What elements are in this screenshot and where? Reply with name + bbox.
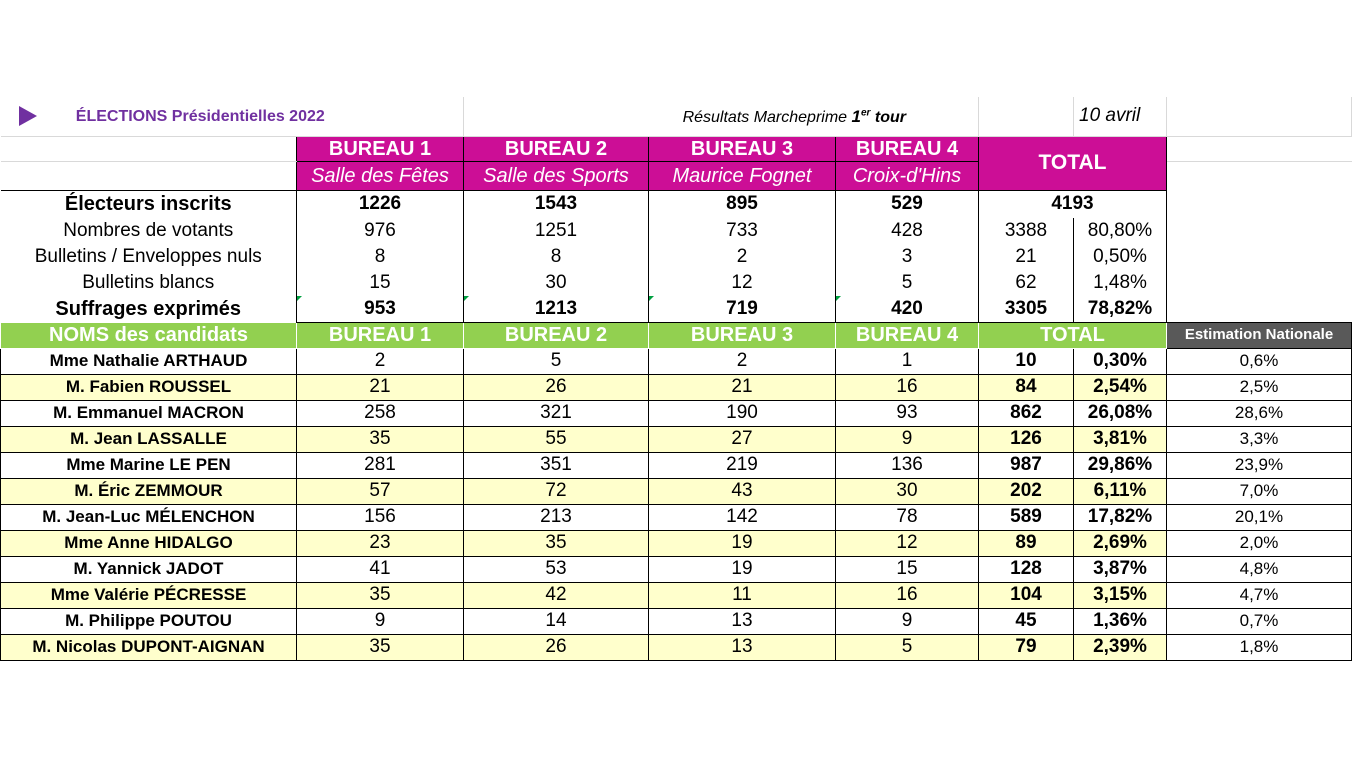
stat-value: 719	[649, 296, 836, 322]
stat-value: 2	[649, 244, 836, 270]
candidate-b4: 16	[836, 582, 979, 608]
total-header: TOTAL	[979, 136, 1167, 190]
candidate-b3: 2	[649, 348, 836, 374]
play-icon	[19, 106, 37, 126]
bureau-1-name: BUREAU 1	[297, 136, 464, 161]
candidate-b2: 72	[464, 478, 649, 504]
bureau-name-row	[1, 136, 1352, 161]
candidate-b4: 1	[836, 348, 979, 374]
candidate-total: 104	[979, 582, 1074, 608]
title-row	[1, 97, 1352, 136]
candidate-row	[1, 478, 1352, 504]
candidate-pct: 3,87%	[1074, 556, 1167, 582]
candidate-b4: 78	[836, 504, 979, 530]
candidate-row	[1, 504, 1352, 530]
candidate-pct: 6,11%	[1074, 478, 1167, 504]
bureau-3-name: BUREAU 3	[649, 136, 836, 161]
stats-row-null	[1, 244, 1352, 270]
candidate-b3: 21	[649, 374, 836, 400]
candidate-estimate: 4,7%	[1167, 582, 1352, 608]
stat-value: 895	[649, 190, 836, 218]
candidate-b2: 35	[464, 530, 649, 556]
estimate-header: Estimation Nationale	[1167, 322, 1352, 348]
candidates-names-header: NOMS des candidats	[1, 322, 297, 348]
bureau-4-place: Croix-d'Hins	[836, 161, 979, 190]
candidate-row	[1, 452, 1352, 478]
candidate-total: 987	[979, 452, 1074, 478]
stat-pct: 80,80%	[1074, 218, 1167, 244]
stat-label: Bulletins blancs	[82, 272, 215, 293]
candidate-pct: 26,08%	[1074, 400, 1167, 426]
candidate-b2: 5	[464, 348, 649, 374]
stat-total: 21	[979, 244, 1074, 270]
candidate-b2: 42	[464, 582, 649, 608]
stat-value: 428	[836, 218, 979, 244]
stat-value: 8	[297, 244, 464, 270]
candidates-b4-header: BUREAU 4	[836, 322, 979, 348]
bureau-2-name: BUREAU 2	[464, 136, 649, 161]
candidate-b2: 53	[464, 556, 649, 582]
election-title: ÉLECTIONS Présidentielles 2022	[75, 107, 325, 125]
stat-value: 30	[464, 270, 649, 296]
candidate-estimate: 23,9%	[1167, 452, 1352, 478]
candidate-name: Mme Nathalie ARTHAUD	[1, 348, 297, 374]
candidate-row	[1, 374, 1352, 400]
stat-label: Bulletins / Enveloppes nuls	[34, 246, 262, 267]
candidate-name: M. Emmanuel MACRON	[1, 400, 297, 426]
candidate-total: 45	[979, 608, 1074, 634]
results-table	[0, 97, 1352, 661]
candidate-b2: 351	[464, 452, 649, 478]
candidate-b4: 93	[836, 400, 979, 426]
candidate-b1: 35	[297, 634, 464, 660]
bureau-4-name: BUREAU 4	[836, 136, 979, 161]
candidate-total: 84	[979, 374, 1074, 400]
stat-value: 1543	[464, 190, 649, 218]
election-date: 10 avril	[1079, 105, 1141, 127]
candidate-b3: 19	[649, 530, 836, 556]
candidate-estimate: 0,7%	[1167, 608, 1352, 634]
candidate-row	[1, 400, 1352, 426]
candidate-total: 202	[979, 478, 1074, 504]
stat-pct: 0,50%	[1074, 244, 1167, 270]
candidate-pct: 3,81%	[1074, 426, 1167, 452]
stat-value: 12	[649, 270, 836, 296]
candidate-estimate: 1,8%	[1167, 634, 1352, 660]
candidate-b3: 13	[649, 634, 836, 660]
candidate-b1: 281	[297, 452, 464, 478]
candidate-b2: 26	[464, 634, 649, 660]
stat-value: 420	[836, 296, 979, 322]
candidate-b3: 219	[649, 452, 836, 478]
candidate-b3: 11	[649, 582, 836, 608]
candidates-b2-header: BUREAU 2	[464, 322, 649, 348]
stat-value: 529	[836, 190, 979, 218]
candidate-b2: 14	[464, 608, 649, 634]
stat-value: 976	[297, 218, 464, 244]
candidate-row	[1, 426, 1352, 452]
stats-row-blank	[1, 270, 1352, 296]
candidates-header-row	[1, 322, 1352, 348]
bureau-2-place: Salle des Sports	[464, 161, 649, 190]
stat-label: Électeurs inscrits	[1, 190, 297, 218]
candidate-estimate: 7,0%	[1167, 478, 1352, 504]
stats-row-voters	[1, 218, 1352, 244]
candidate-b2: 321	[464, 400, 649, 426]
stat-value: 1251	[464, 218, 649, 244]
candidate-total: 126	[979, 426, 1074, 452]
candidate-b4: 16	[836, 374, 979, 400]
candidate-b4: 5	[836, 634, 979, 660]
candidate-b1: 57	[297, 478, 464, 504]
candidate-b3: 13	[649, 608, 836, 634]
candidate-name: Mme Anne HIDALGO	[1, 530, 297, 556]
candidate-estimate: 0,6%	[1167, 348, 1352, 374]
candidate-b3: 190	[649, 400, 836, 426]
candidate-b1: 258	[297, 400, 464, 426]
candidate-row	[1, 634, 1352, 660]
stat-label: Nombres de votants	[63, 220, 234, 241]
candidate-estimate: 28,6%	[1167, 400, 1352, 426]
candidate-b3: 19	[649, 556, 836, 582]
results-label: Résultats Marcheprime 1er tour	[682, 107, 906, 127]
candidate-pct: 17,82%	[1074, 504, 1167, 530]
candidate-name: M. Jean LASSALLE	[1, 426, 297, 452]
candidate-b3: 27	[649, 426, 836, 452]
candidate-name: M. Yannick JADOT	[1, 556, 297, 582]
candidate-b2: 213	[464, 504, 649, 530]
candidate-total: 862	[979, 400, 1074, 426]
stat-value: 5	[836, 270, 979, 296]
candidate-row	[1, 582, 1352, 608]
candidate-row	[1, 348, 1352, 374]
candidate-b2: 55	[464, 426, 649, 452]
candidate-name: M. Jean-Luc MÉLENCHON	[1, 504, 297, 530]
candidate-b2: 26	[464, 374, 649, 400]
stats-row-expressed	[1, 296, 1352, 322]
candidate-estimate: 4,8%	[1167, 556, 1352, 582]
stat-total: 4193	[979, 190, 1167, 218]
candidate-b1: 9	[297, 608, 464, 634]
candidate-row	[1, 608, 1352, 634]
candidate-b1: 23	[297, 530, 464, 556]
candidate-b4: 9	[836, 426, 979, 452]
candidate-b1: 35	[297, 582, 464, 608]
stat-value: 3	[836, 244, 979, 270]
stat-total: 3388	[979, 218, 1074, 244]
stat-value: 15	[297, 270, 464, 296]
stat-value: 953	[297, 296, 464, 322]
candidate-row	[1, 556, 1352, 582]
bureau-1-place: Salle des Fêtes	[297, 161, 464, 190]
stat-value: 8	[464, 244, 649, 270]
candidate-pct: 0,30%	[1074, 348, 1167, 374]
candidate-b1: 156	[297, 504, 464, 530]
candidate-total: 10	[979, 348, 1074, 374]
candidate-pct: 3,15%	[1074, 582, 1167, 608]
candidate-estimate: 20,1%	[1167, 504, 1352, 530]
candidate-b4: 15	[836, 556, 979, 582]
candidate-name: Mme Marine LE PEN	[1, 452, 297, 478]
candidate-b4: 9	[836, 608, 979, 634]
candidate-pct: 1,36%	[1074, 608, 1167, 634]
candidate-pct: 2,54%	[1074, 374, 1167, 400]
candidate-total: 89	[979, 530, 1074, 556]
stat-value: 733	[649, 218, 836, 244]
stat-value: 1226	[297, 190, 464, 218]
candidate-estimate: 2,0%	[1167, 530, 1352, 556]
candidate-b1: 2	[297, 348, 464, 374]
candidate-name: Mme Valérie PÉCRESSE	[1, 582, 297, 608]
candidate-name: M. Nicolas DUPONT-AIGNAN	[1, 634, 297, 660]
stat-pct: 78,82%	[1074, 296, 1167, 322]
candidate-total: 79	[979, 634, 1074, 660]
candidates-b3-header: BUREAU 3	[649, 322, 836, 348]
candidate-b3: 43	[649, 478, 836, 504]
stat-pct: 1,48%	[1074, 270, 1167, 296]
stat-label: Suffrages exprimés	[55, 297, 242, 320]
candidate-estimate: 2,5%	[1167, 374, 1352, 400]
candidate-name: M. Fabien ROUSSEL	[1, 374, 297, 400]
candidate-b4: 12	[836, 530, 979, 556]
candidates-total-header: TOTAL	[979, 322, 1167, 348]
candidate-pct: 29,86%	[1074, 452, 1167, 478]
stat-total: 3305	[979, 296, 1074, 322]
stat-total: 62	[979, 270, 1074, 296]
candidates-b1-header: BUREAU 1	[297, 322, 464, 348]
candidate-estimate: 3,3%	[1167, 426, 1352, 452]
results-sheet	[0, 97, 1352, 661]
candidate-total: 128	[979, 556, 1074, 582]
stats-row-registered	[1, 190, 1352, 218]
candidate-b3: 142	[649, 504, 836, 530]
candidate-name: M. Éric ZEMMOUR	[1, 478, 297, 504]
candidate-row	[1, 530, 1352, 556]
candidate-b1: 41	[297, 556, 464, 582]
candidate-b1: 35	[297, 426, 464, 452]
stat-value: 1213	[464, 296, 649, 322]
candidate-name: M. Philippe POUTOU	[1, 608, 297, 634]
candidate-b1: 21	[297, 374, 464, 400]
candidate-pct: 2,69%	[1074, 530, 1167, 556]
bureau-3-place: Maurice Fognet	[649, 161, 836, 190]
candidate-b4: 30	[836, 478, 979, 504]
candidate-total: 589	[979, 504, 1074, 530]
candidate-pct: 2,39%	[1074, 634, 1167, 660]
candidate-b4: 136	[836, 452, 979, 478]
